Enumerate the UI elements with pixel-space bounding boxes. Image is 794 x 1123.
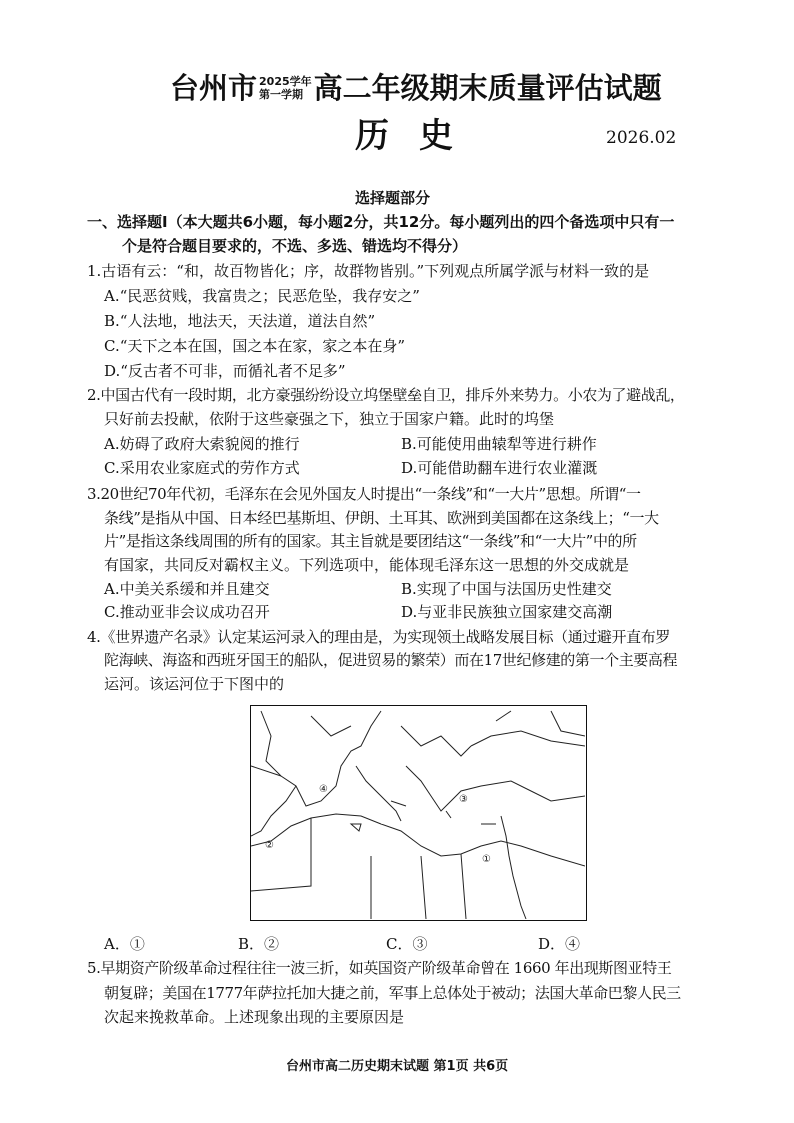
question-1-option-b: B.“人法地，地法天，天法道，道法自然” [104,312,376,330]
instructions-line: 个是符合题目要求的，不选、多选、错选均不得分） [122,237,468,255]
page-footer: 台州市高二历史期末试题 第1页 共6页 [286,1059,509,1074]
title-semester: 第一学期 [259,88,304,101]
question-4-option-b: B．② [238,935,280,953]
title-year: 2025学年 [259,75,312,88]
title-term [259,75,312,101]
question-2-stem: 2.中国古代有一段时期，北方豪强纷纷设立坞堡壁垒自卫，排斥外来势力。小农为了避战乱， [87,386,685,404]
question-2-stem: 只好前去投献，依附于这些豪强之下，独立于国家户籍。此时的坞堡 [104,410,555,428]
question-3-stem: 片”是指这条线周围的所有的国家。其主旨就是要团结这“一条线”和“一大片”中的所 [104,532,637,550]
question-2-option-a: A.妨碍了政府大索貌阅的推行 [104,435,300,453]
question-1-option-d: D.“反古者不可非，而循礼者不足多” [104,362,346,380]
exam-date: 2026.02 [606,128,677,148]
question-5-stem: 5.早期资产阶级革命过程往往一波三折，如英国资产阶级革命曾在 1660 年出现斯图亚特王 [87,959,672,977]
question-2-option-c: C.采用农业家庭式的劳作方式 [104,459,300,477]
question-5-stem: 次起来挽救革命。上述现象出现的主要原因是 [104,1008,405,1026]
section-title: 选择题部分 [355,189,431,207]
map-outline [251,706,585,919]
question-4-option-c: C．③ [386,935,428,953]
question-1-option-a: A.“民恶贫贱，我富贵之；民恶危坠，我存安之” [104,287,420,305]
question-4-stem: 陀海峡、海盗和西班牙国王的船队，促进贸易的繁荣）而在17世纪修建的第一个主要高程 [104,651,678,669]
map-marker-4: ④ [319,784,328,795]
title-main: 高二年级期末质量评估试题 [313,71,662,105]
question-3-stem: 3.20世纪70年代初，毛泽东在会见外国友人时提出“一条线”和“一大片”思想。所谓“一 [87,485,641,503]
subject-title: 历史 [355,116,483,156]
map-marker-2: ② [265,840,274,851]
exam-title [170,68,662,108]
question-3-stem: 条线”是指从中国、日本经巴基斯坦、伊朗、土耳其、欧洲到美国都在这条线上；“一大 [104,509,659,527]
question-2-option-b: B.可能使用曲辕犁等进行耕作 [401,435,597,453]
title-city: 台州市 [170,71,258,105]
question-3-option-b: B.实现了中国与法国历史性建交 [401,580,612,598]
instructions-line: 一、选择题Ⅰ（本大题共6小题，每小题2分，共12分。每小题列出的四个备选项中只有一 [87,213,675,231]
question-5-stem: 朝复辟；美国在1777年萨拉托加大捷之前，军事上总体处于被动；法国大革命巴黎人民三 [104,984,681,1002]
question-4-stem: 4.《世界遗产名录》认定某运河录入的理由是，为实现领土战略发展目标（通过避开直布罗 [87,628,670,646]
map-marker-1: ① [482,854,491,865]
question-4-option-a: A．① [104,935,145,953]
question-1-option-c: C.“天下之本在国，国之本在家，家之本在身” [104,337,406,355]
question-3-option-d: D.与亚非民族独立国家建交高潮 [401,603,613,621]
question-1-stem: 1.古语有云：“和，故百物皆化；序，故群物皆别。”下列观点所属学派与材料一致的是 [87,262,650,280]
question-4-stem: 运河。该运河位于下图中的 [104,675,285,693]
question-2-option-d: D.可能借助翻车进行农业灌溉 [401,459,598,477]
question-3-option-a: A.中美关系缓和并且建交 [104,580,270,598]
question-3-option-c: C.推动亚非会议成功召开 [104,603,270,621]
question-3-stem: 有国家，共同反对霸权主义。下列选项中，能体现毛泽东这一思想的外交成就是 [104,556,630,574]
question-4-option-d: D．④ [538,935,581,953]
map-marker-3: ③ [459,794,468,805]
mediterranean-map [250,705,587,921]
